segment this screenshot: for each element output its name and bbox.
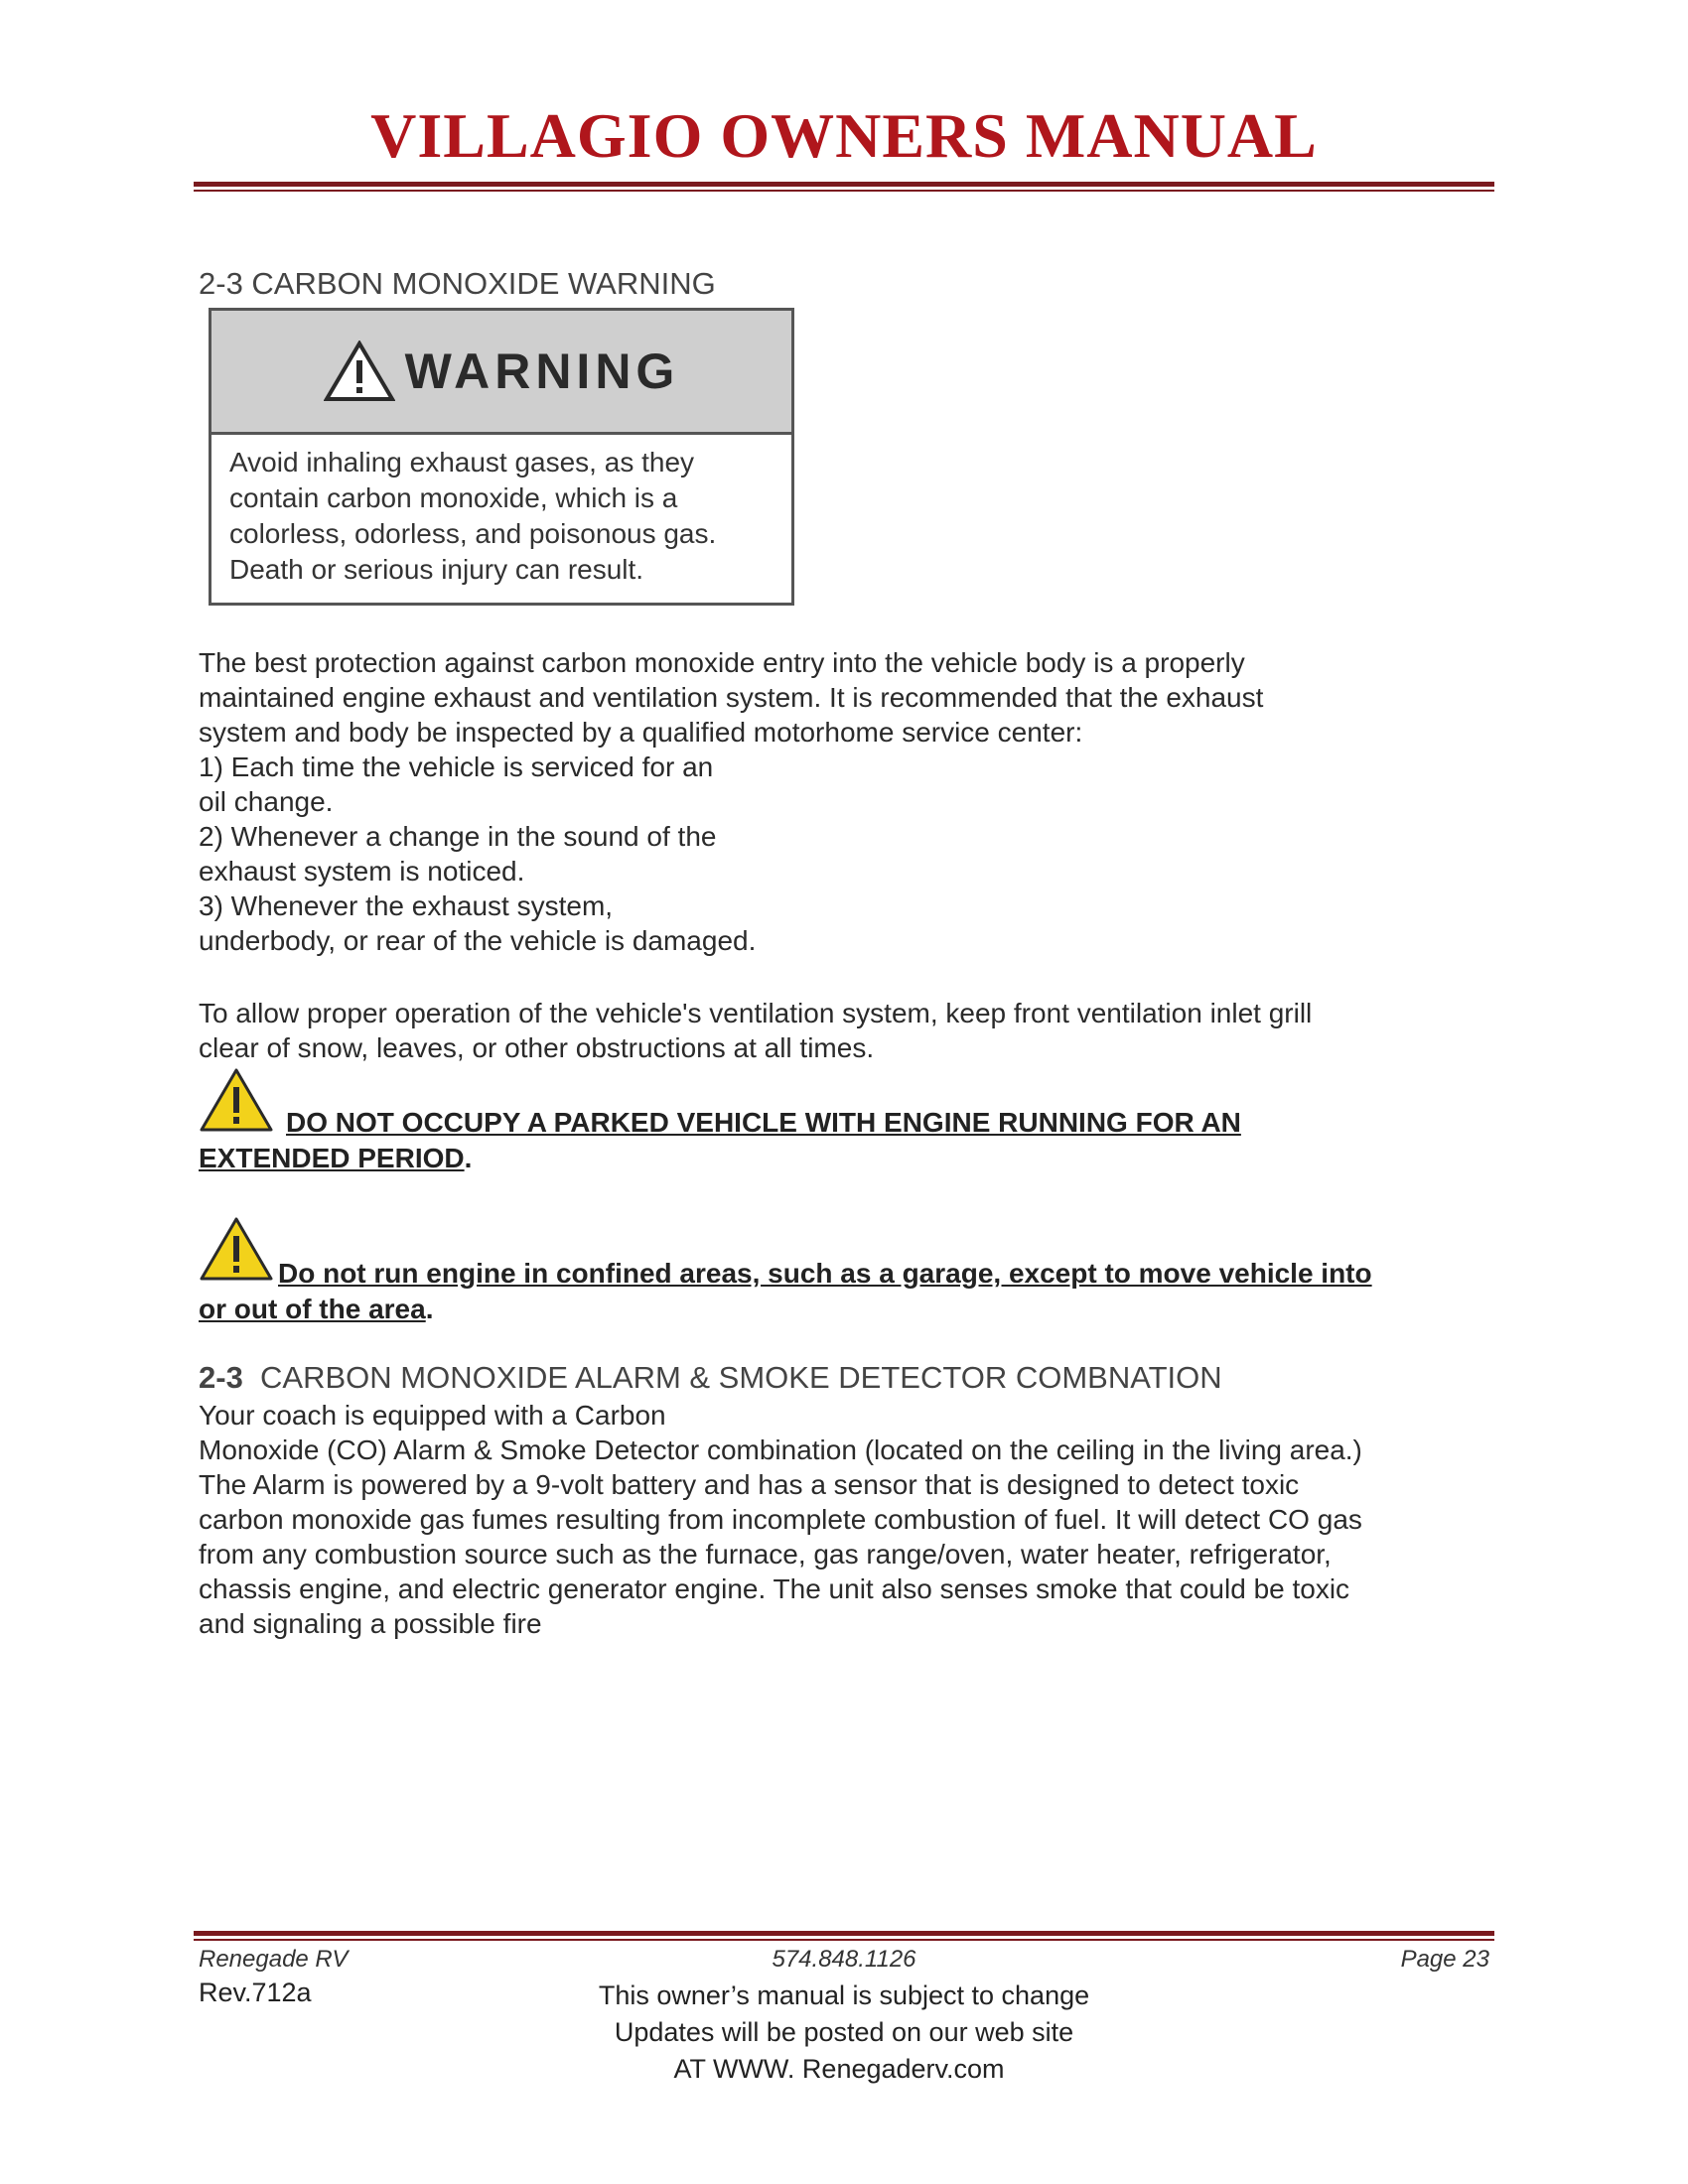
footer-phone: 574.848.1126 bbox=[772, 1946, 916, 1973]
paragraph-protection bbox=[199, 645, 1489, 958]
warning-label-header bbox=[211, 311, 791, 435]
paragraph-co-alarm bbox=[199, 1398, 1509, 1641]
footer-revision: Rev.712a bbox=[199, 1978, 312, 2007]
header-rule-thick bbox=[194, 182, 1494, 187]
caution-punct: . bbox=[425, 1294, 434, 1324]
caution-punct: . bbox=[464, 1143, 473, 1173]
header-rule-thin bbox=[194, 190, 1494, 192]
text-line: exhaust system is noticed. bbox=[199, 856, 525, 887]
text-line: and signaling a possible fire bbox=[199, 1608, 542, 1639]
footer-company: Renegade RV bbox=[199, 1946, 349, 1973]
warning-word: WARNING bbox=[404, 343, 680, 399]
footer-rule-thin bbox=[194, 1939, 1494, 1941]
notice-line: Updates will be posted on our web site bbox=[614, 2017, 1074, 2047]
paragraph-ventilation bbox=[199, 996, 1489, 1065]
caution-confined-areas bbox=[199, 1256, 1509, 1327]
text-line: chassis engine, and electric generator engine. The unit also senses smoke that could be toxic bbox=[199, 1573, 1350, 1604]
list-item: 2) Whenever a change in the sound of the bbox=[199, 821, 717, 852]
page-title: VILLAGIO OWNERS MANUAL bbox=[370, 100, 1318, 171]
section-heading-co-alarm bbox=[199, 1360, 1222, 1396]
notice-line: This owner’s manual is subject to change bbox=[598, 1980, 1090, 2010]
text-line: oil change. bbox=[199, 786, 334, 817]
warning-triangle-icon bbox=[324, 341, 395, 402]
caution-line: or out of the area bbox=[199, 1294, 426, 1324]
text-line: The best protection against carbon monoxide entry into the vehicle body is a properly bbox=[199, 647, 1245, 678]
text-line: clear of snow, leaves, or other obstructions at all times. bbox=[199, 1032, 875, 1063]
caution-line: DO NOT OCCUPY A PARKED VEHICLE WITH ENGINE RUNNING FOR AN bbox=[286, 1107, 1241, 1138]
text-line: from any combustion source such as the furnace, gas range/oven, water heater, refrigerator, bbox=[199, 1539, 1332, 1570]
notice-line: AT WWW. Renegaderv.com bbox=[673, 2054, 1005, 2084]
text-line: underbody, or rear of the vehicle is damaged. bbox=[199, 925, 757, 956]
text-line: The Alarm is powered by a 9-volt battery and has a sensor that is designed to detect toxic bbox=[199, 1469, 1300, 1500]
text-line: system and body be inspected by a qualified motorhome service center: bbox=[199, 717, 1083, 748]
warning-label bbox=[209, 308, 794, 606]
footer-page-number: Page 23 bbox=[1400, 1946, 1489, 1973]
text-line: Your coach is equipped with a Carbon bbox=[199, 1400, 666, 1431]
warning-line: Death or serious injury can result. bbox=[229, 554, 644, 585]
caution-line: EXTENDED PERIOD bbox=[199, 1143, 465, 1173]
section-title: CARBON MONOXIDE ALARM & SMOKE DETECTOR COMBNATION bbox=[260, 1360, 1222, 1395]
footer-rule-thick bbox=[194, 1931, 1494, 1936]
text-line: carbon monoxide gas fumes resulting from incomplete combustion of fuel. It will detect CO gas bbox=[199, 1504, 1362, 1535]
caution-parked-vehicle bbox=[199, 1105, 1489, 1176]
list-item: 1) Each time the vehicle is serviced for an bbox=[199, 751, 714, 782]
text-line: maintained engine exhaust and ventilation system. It is recommended that the exhaust bbox=[199, 682, 1264, 713]
section-number: 2-3 bbox=[199, 1360, 243, 1395]
footer-notice bbox=[0, 1978, 1688, 2088]
caution-line: Do not run engine in confined areas, such as a garage, except to move vehicle into bbox=[278, 1258, 1372, 1289]
text-line: To allow proper operation of the vehicle's ventilation system, keep front ventilation inlet grill bbox=[199, 998, 1313, 1028]
warning-label-text bbox=[211, 435, 791, 598]
warning-line: colorless, odorless, and poisonous gas. bbox=[229, 518, 717, 549]
list-item: 3) Whenever the exhaust system, bbox=[199, 890, 614, 921]
text-line: Monoxide (CO) Alarm & Smoke Detector combination (located on the ceiling in the living area.) bbox=[199, 1434, 1362, 1465]
section-heading-co-warning: 2-3 CARBON MONOXIDE WARNING bbox=[199, 266, 716, 301]
warning-line: contain carbon monoxide, which is a bbox=[229, 482, 678, 513]
warning-line: Avoid inhaling exhaust gases, as they bbox=[229, 447, 695, 478]
